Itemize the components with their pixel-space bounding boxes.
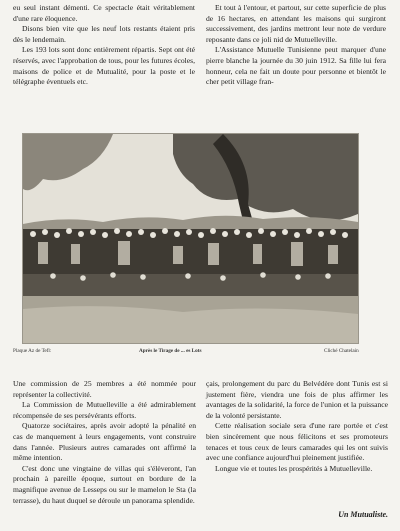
paragraph: L'Assistance Mutuelle Tunisienne peut marquer d'une pierre blanche la journée du 30 juin 1912. Sa fille lui fera honneur, cela ne fait un doute pour personne et bientôt le cher petit village fran- <box>206 45 386 87</box>
top-right-column <box>206 3 386 88</box>
paragraph: La Commission de Mutuelleville a été admirablement récompensée de ses persévérants efforts. <box>13 400 196 420</box>
photo-illustration <box>23 134 358 343</box>
bottom-right-column <box>206 379 388 474</box>
paragraph: Quatorze sociétaires, après avoir adopté la pénalité en cas de manquement à leurs engagements, vont construire dans l'année. Plusieurs autres camarades ont affirmé la même intention. <box>13 421 196 463</box>
paragraph: Disons bien vite que les neuf lots restants étaient pris dès le lendemain. <box>13 24 195 44</box>
paragraph: Les 193 lots sont donc entièrement répartis. Sept ont été réservés, avec l'approbation de tous, pour les futures écoles, maisons de police et de Mutualité, pour la poste et le télégraphe éventuels etc. <box>13 45 195 87</box>
paragraph: eu seul instant démenti. Ce spectacle était véritablement d'une rare éloquence. <box>13 3 195 23</box>
bottom-left-column <box>13 379 196 506</box>
paragraph: çais, prolongement du parc du Belvédère dont Tunis est si justement fière, viendra une fois de plus affirmer les avantages de la solidarité, la force de l'union et la puissance de la volonté persistante. <box>206 379 388 420</box>
paragraph: Une commission de 25 membres a été nommée pour représenter la collectivité. <box>13 379 196 399</box>
top-left-column <box>13 3 195 88</box>
paragraph: Longue vie et toutes les prospérités à Mutuelleville. <box>215 463 373 473</box>
author-signature: Un Mutualiste. <box>338 510 388 519</box>
photo-caption: Après le Tirage de ... es Lots <box>139 348 202 354</box>
photo-credit-right: Cliché Chatelain <box>324 348 359 354</box>
paragraph: Cette réalisation sociale sera d'une rare portée et c'est bien sincèrement que nous félicitons et ses promoteurs tenaces et tous ceux de leurs camarades qui les ont suivis avec une confiance aujourd'hui pleinement justifiée. <box>206 421 388 463</box>
paragraph: Et tout à l'entour, et partout, sur cette superficie de plus de 16 hectares, en attendant les maisons qui surgiront successivement, des jardins mettront leur note de verdure reposante dans ce joli nid de Mutuelleville. <box>206 3 386 44</box>
photo-credit-left: Plaque Az de Tefl: <box>13 348 52 354</box>
paragraph: C'est donc une vingtaine de villas qui s'élèveront, l'an prochain à pareille époque, surtout en bordure de la magnifique avenue de Lesseps ou sur le mamelon le Sta (la terrasse), du haut duquel se déroule un panorama splendide. <box>13 463 196 505</box>
group-photograph <box>22 133 359 344</box>
